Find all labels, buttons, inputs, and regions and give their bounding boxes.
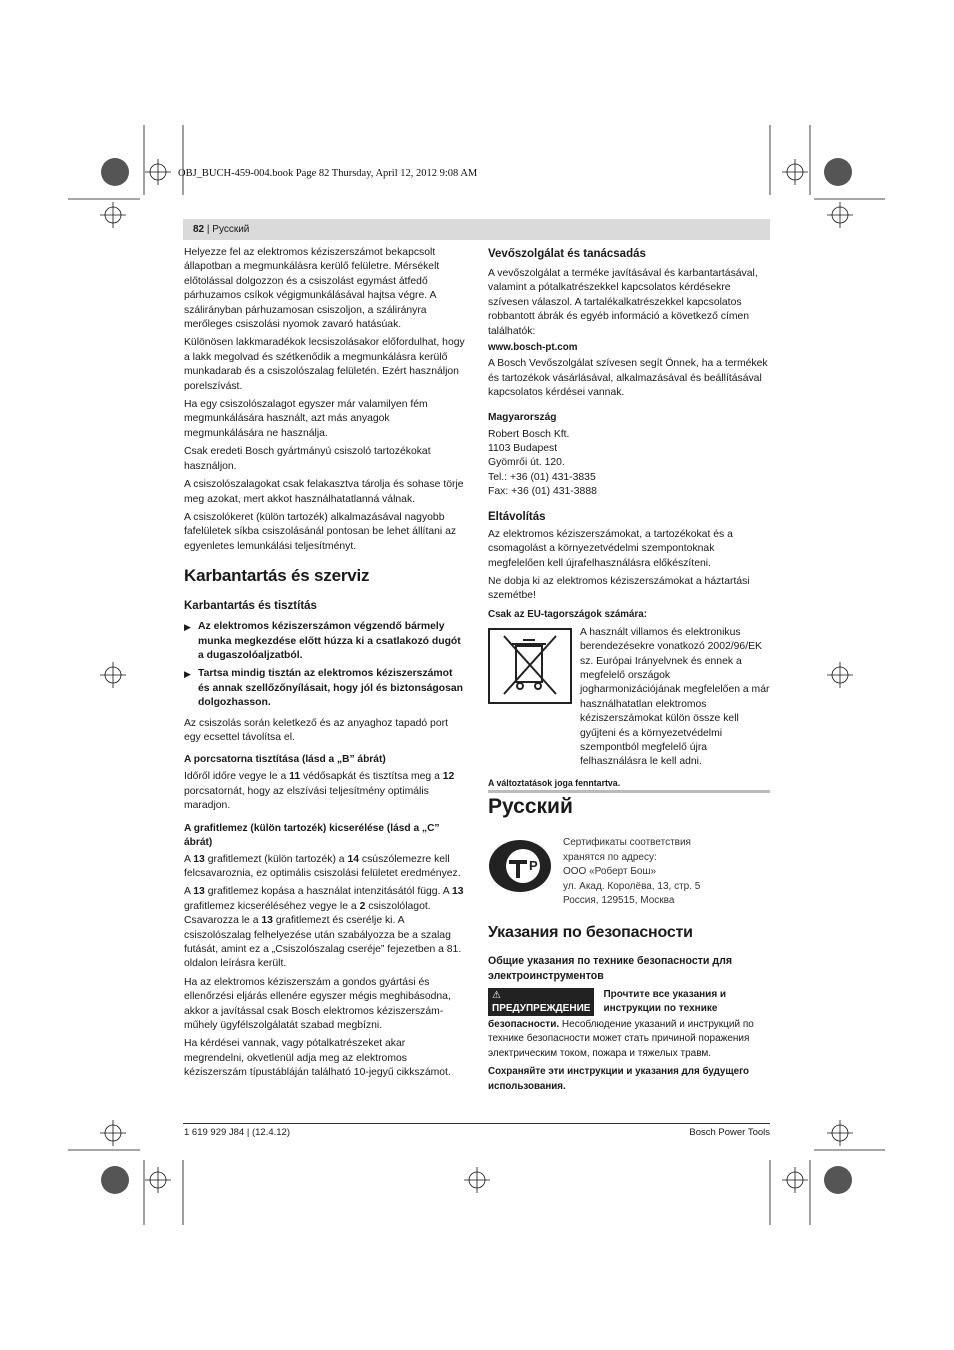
footer-doc-number: 1 619 929 J84 | (12.4.12) [184,1127,290,1138]
russian-section-title-block [488,790,770,819]
footer-rule [183,1123,770,1124]
eu-text: A használt villamos és elektronikus berendezésekre vonatkozó 2002/96/EK sz. Európai Irányelvnek és ennek a megfelelő országok jogharmonizációjának megfelelően a már használhatatlan elektromos kéziszerszámokat külön össze kell gyűjteni és a környezetvédelmi szempontból megfelelő újra felhasználásra le kell adni. [580,626,770,768]
footer-brand: Bosch Power Tools [689,1127,770,1138]
section-heading-maintenance: Karbantartás és szerviz [184,566,370,586]
subheading-eu: Csak az EU-tagországok számára: [488,608,647,620]
paragraph: A csiszolókeret (külön tartozék) alkalmazásával nagyobb fafelületek síkba csiszolásánál pontosan be lehet állítani az egyenletes lemunkálási teljesítményt. [184,511,457,552]
paragraph: A 13 grafitlemez kopása a használat intenzitásától függ. A 13 grafitlemez kicseréléséhez vegye le a 2 csiszolólagot. Csavarozza le a 13 grafitlemezt és cserélje ki. A csiszolószalag felhelyezése után szabályozza be a szalag futását, amint ez a „Csiszolószalag cseréje” fejezetben a 81. oldalon leírásra került. [184,886,464,970]
list-item: ▶ Az elektromos kéziszerszámon végzendő bármely munka megkezdése előtt húzza ki a csatlakozó dugót a dugaszolóaljzatból. [184,620,466,663]
website-link[interactable]: www.bosch-pt.com [488,342,578,354]
right-column [488,247,770,794]
subheading-country: Magyarország [488,411,557,423]
paragraph: Csak eredeti Bosch gyártmányú csiszoló tartozékokat használjon. [184,446,431,472]
certificate-address: Сертификаты соответствия хранятся по адресу: ООО «Роберт Бош» ул. Акад. Королёва, 13, стр. 5 Россия, 129515, Москва [563,837,701,906]
paragraph: Ha az elektromos kéziszerszám a gondos gyártási és ellenőrzési eljárás ellenére egyszer mégis meghibásodna, akkor a javítással csak Bosch elektromos kéziszerszám-műhely ügyfélszolgálatát szabad megbízni. [184,976,451,1032]
paragraph: A vevőszolgálat a terméke javításával és karbantartásával, valamint a pótalkatrészekkel kapcsolatos kérdésekre szívesen válaszol. A tartalékalkatrészekkel kapcsolatos robbantott ábrák és egyéb információ a következő címen találhatók: [488,268,758,337]
paragraph: Időről időre vegye le a 11 védősapkát és tisztítsa meg a 12 porcsatornát, hogy az elszívási teljesítmény optimális maradjon. [184,771,455,812]
paragraph: Különösen lakkmaradékok lecsiszolásakor előfordulhat, hogy a lakk megolvad és szétkenődik a megmunkálásra kerülő munkadarab és a csiszolószalag felületén. Ezért használjon porelszívást. [184,337,465,392]
paragraph: A 13 grafitlemezt (külön tartozék) a 14 csúszólemezre kell felcsavaroznia, ez optimális csiszolási felületet eredményez. [184,853,461,879]
paragraph: Helyezze fel az elektromos kéziszerszámot bekapcsolt állapotban a megmunkálásra kerülő felületre. Mérsékelt előtolással dolgozzon és a csiszolást egymást átfedő párhuzamos csíkok végigmunkálásával hajtsa végre. A szálirányban párhuzamosan csiszoljon, a szálirányra merőleges csiszolási nyomok zavaró hatásúak. [184,247,440,331]
subheading-dust-channel: A porcsatorna tisztítása (lásd a „B” ábrát) [184,754,386,766]
page-number: 82 [193,224,205,235]
section-heading-safety: Указания по безопасности [488,924,693,941]
safety-section [488,922,770,1098]
paragraph: Ne dobja ki az elektromos kéziszerszámokat a háztartási szemétbe! [488,575,750,602]
warning-row [488,988,770,1016]
svg-text:P: P [529,858,538,873]
paragraph: Сохраняйте эти инструкции и указания для будущего использования. [488,1066,750,1092]
warning-text: Прочтите все указания и инструкции по технике [603,989,727,1014]
warning-label: ⚠ ПРЕДУПРЕЖДЕНИЕ [488,988,594,1016]
certification-logo-icon [487,838,553,894]
print-slug: OBJ_BUCH-459-004.book Page 82 Thursday, April 12, 2012 9:08 AM [178,168,478,179]
paragraph: A csiszolószalagokat csak felakasztva tárolja és sohase törje meg azokat, mert akkot használhatatlanná válnak. [184,479,464,505]
rights-reserved: A változtatások joga fenntartva. [488,777,621,788]
warning-triangle-icon: ⚠ [492,990,501,1001]
crossed-bin-icon [488,628,572,704]
list-item: ▶ Tartsa mindig tisztán az elektromos kéziszerszámot és annak szellőzőnyílásait, hogy jól és biztonságosan dolgozhasson. [184,667,466,710]
subheading-disposal: Eltávolítás [488,510,546,523]
header-bar [183,219,770,240]
section-name: Русский [212,224,250,235]
paragraph: Ha egy csiszolószalagot egyszer már valamilyen fém megmunkálására használt, azt más anyagok megmunkálására ne használja. [184,399,428,439]
running-header: 82 | Русский [193,224,250,235]
eu-disposal-block [488,626,770,770]
subheading-service: Vevőszolgálat és tanácsadás [488,248,646,260]
paragraph: безопасности. Несоблюдение указаний и инструкций по технике безопасности может стать причиной поражения электрическим током, пожара и тяжелых травм. [488,1019,754,1059]
subheading-cleaning: Karbantartás és tisztítás [184,600,317,613]
paragraph: A Bosch Vevőszolgálat szívesen segít Önnek, ha a termékek és tartozékok vásárlásával, alkalmazásával és beállításával kapcsolatos kérdései vannak. [488,358,768,399]
address-block: Robert Bosch Kft. 1103 Budapest Gyömrői út. 120. Tel.: +36 (01) 431-3835 Fax: +36 (01) 431-3888 [488,428,597,498]
triangle-bullet-icon: ▶ [184,622,191,633]
paragraph: Az csiszolás során keletkező és az anyaghoz tapadó port egy ecsettel távolítsa el. [184,717,448,743]
russian-title: Русский [488,795,573,818]
left-column [184,246,466,1085]
subheading-general-safety: Общие указания по технике безопасности для электроинструментов [488,955,733,982]
triangle-bullet-icon: ▶ [184,669,191,680]
subheading-graphite-plate: A grafitlemez (külön tartozék) kicserélése (lásd a „C” ábrát) [184,822,440,848]
paragraph: Az elektromos kéziszerszámokat, a tartozékokat és a csomagolást a környezetvédelmi szempontoknak megfelelően kell újrafelhasználásra előkészíteni. [488,528,733,569]
paragraph: Ha kérdései vannak, vagy pótalkatrészeket akar megrendelni, okvetlenül adja meg az elektromos kéziszerszám típustábláján található 10-jegyű cikkszámot. [184,1038,451,1079]
